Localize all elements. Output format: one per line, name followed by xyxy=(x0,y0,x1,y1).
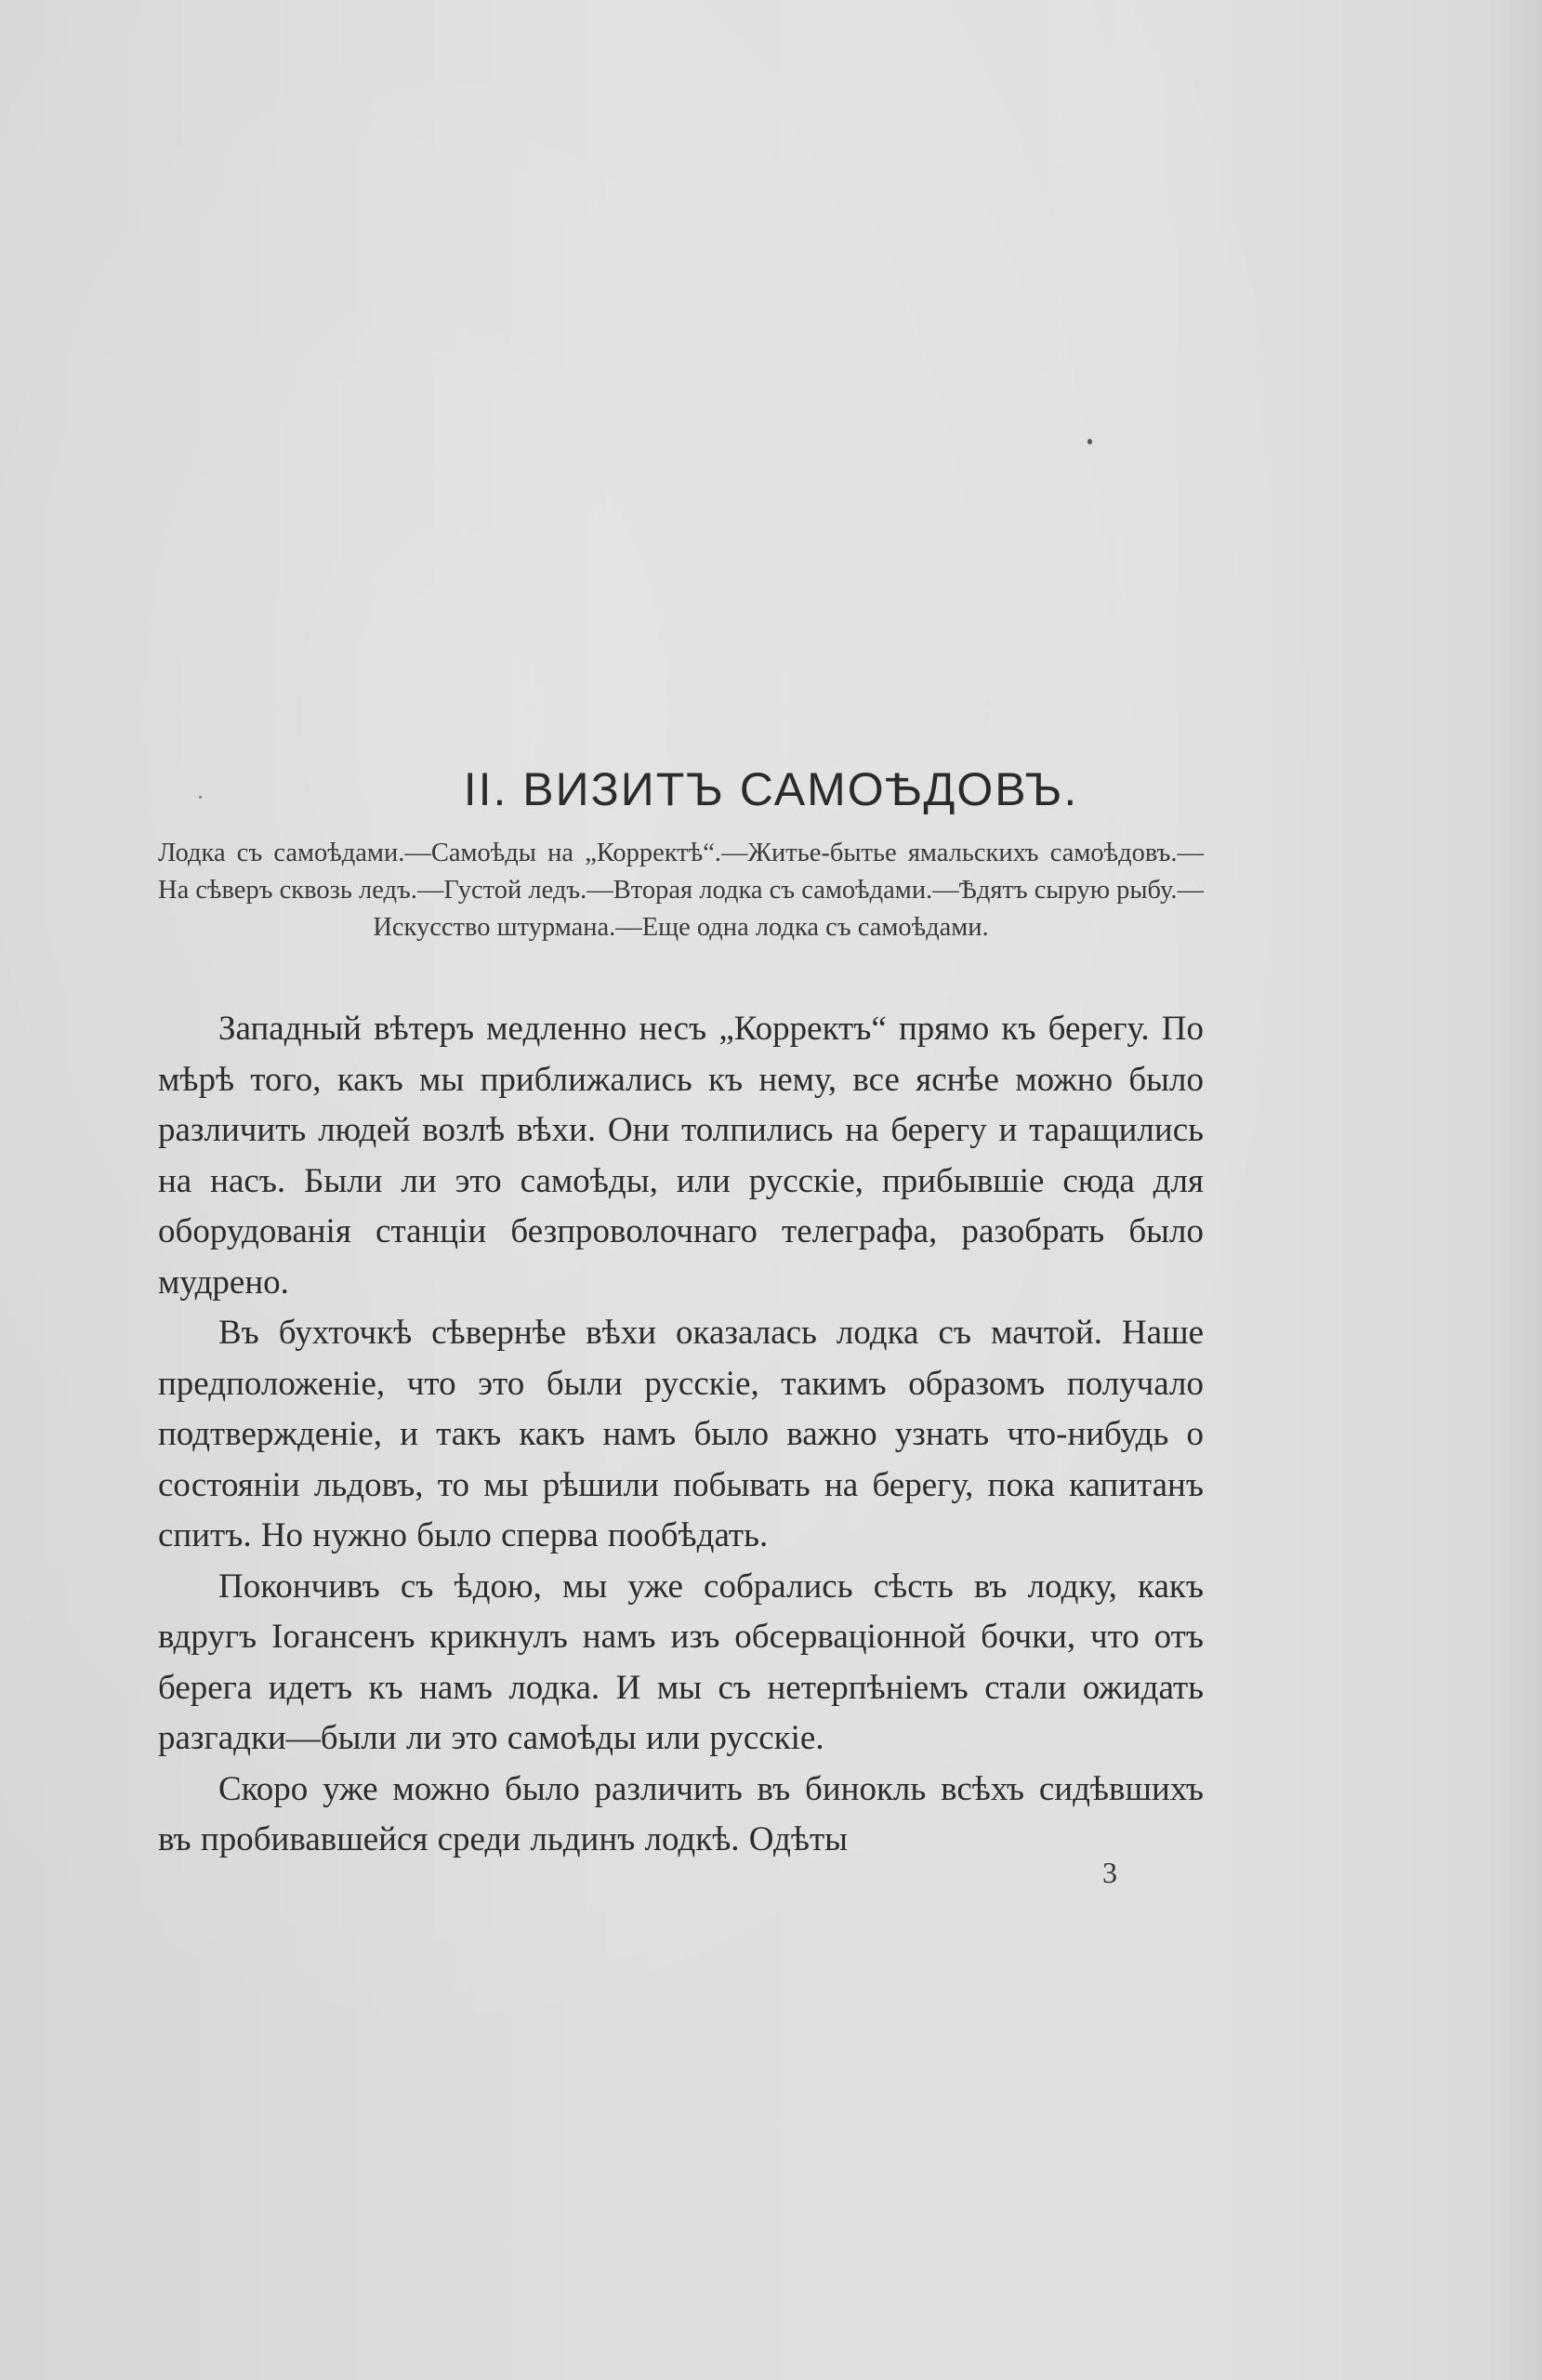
page-fold-shadow xyxy=(1486,0,1542,2380)
paragraph: Скоро уже можно было различить въ бинокль всѣхъ сидѣвшихъ въ пробивавшейся среди льдинъ лодкѣ. Одѣты xyxy=(158,1769,1204,1858)
paragraph: Западный вѣтеръ медленно несъ „Корректъ“ прямо къ берегу. По мѣрѣ того, какъ мы приближались къ нему, все яснѣе можно было различить людей возлѣ вѣхи. Они толпились на берегу и таращились на насъ. Были ли это самоѣды, или русскіе, прибывшіе сюда для оборудованія станціи безпроволочнаго телеграфа, разобрать было мудрено. xyxy=(158,1010,1204,1302)
paragraph: Покончивъ съ ѣдою, мы уже собрались сѣсть въ лодку, какъ вдругъ Іогансенъ крикнулъ намъ изъ обсерваціонной бочки, что отъ берега идетъ къ намъ лодка. И мы съ нетерпѣніемъ стали ожидать разгадки—были ли это самоѣды или русскіе. xyxy=(158,1567,1204,1757)
page-number: 3 xyxy=(1102,1856,1117,1889)
paragraph: Въ бухточкѣ сѣвернѣе вѣхи оказалась лодка съ мачтой. Наше предположеніе, что это были русскіе, такимъ образомъ получало подтвержденіе, и такъ какъ намъ было важно узнать что-нибудь о состояніи льдовъ, то мы рѣшили побывать на берегу, пока капитанъ спитъ. Но нужно было сперва пообѣдать. xyxy=(158,1314,1204,1554)
chapter-title: II. ВИЗИТЪ САМОѢДОВЪ. xyxy=(463,763,1079,815)
ink-speck xyxy=(1087,439,1092,444)
body-text xyxy=(158,1004,1204,1866)
chapter-summary: Лодка съ самоѣдами.—Самоѣды на „Корректѣ“.—Житье-бытье ямальскихъ самоѣдовъ.—На сѣверъ сквозь ледъ.—Густой ледъ.—Вторая лодка съ самоѣдами.—Ѣдятъ сырую рыбу.—Искусство штурмана.—Еще одна лодка съ самоѣдами. xyxy=(158,839,1204,942)
